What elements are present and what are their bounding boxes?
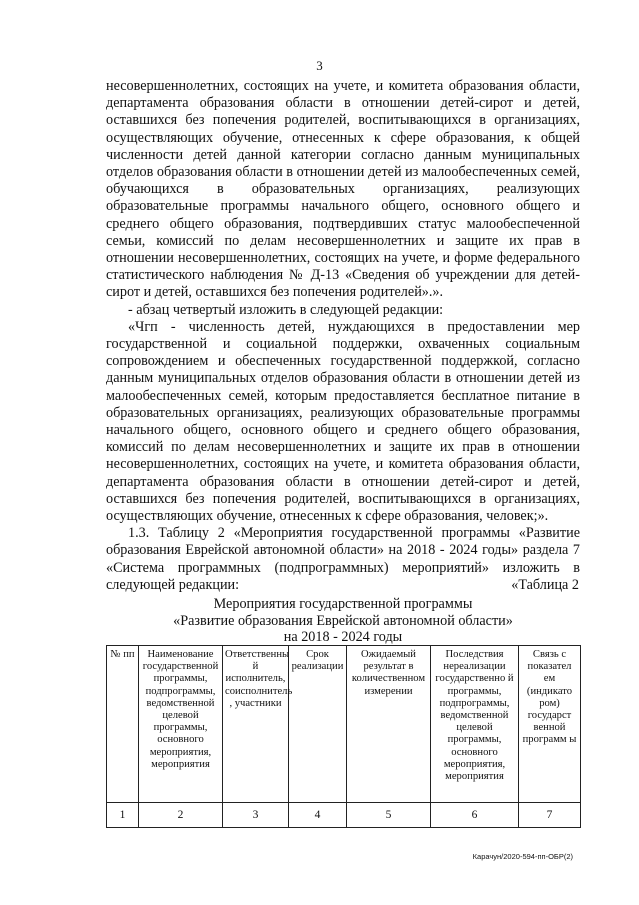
table-index-cell: 2 xyxy=(139,803,223,828)
footer-reference: Карачун/2020-594-пп-ОБР(2) xyxy=(472,852,573,861)
table-header-cell: Наименование государственной программы, подпрограммы, ведомственной целевой программы, основного мероприятия, мероприятия xyxy=(139,646,223,803)
table-index-cell: 3 xyxy=(223,803,289,828)
table-title-line: «Развитие образования Еврейской автономной области» xyxy=(173,612,513,629)
programs-table xyxy=(106,645,581,828)
page-number: 3 xyxy=(316,58,323,73)
table-header-cell: Последствия нереализации государственно й программы, подпрограммы, ведомственной целевой программы, основного мероприятия, мероприятия xyxy=(431,646,519,803)
table-header-cell: Ответственны й исполнитель, соисполнитель , участники xyxy=(223,646,289,803)
table-header-cell: Ожидаемый результат в количественном измерении xyxy=(347,646,431,803)
paragraph-section-1-3: 1.3. Таблицу 2 «Мероприятия государственной программы «Развитие образования Еврейской автономной области» на 2018 - 2024 годы» раздела 7 «Система программных (подпрограммных) мероприятий» изложить в следующей редакции: xyxy=(106,525,580,593)
table-index-row xyxy=(107,803,581,828)
table-index-cell: 7 xyxy=(519,803,581,828)
paragraph-instruction: - абзац четвертый изложить в следующей редакции: xyxy=(128,301,444,318)
table-title-line: Мероприятия государственной программы xyxy=(213,596,473,612)
table-header-cell: Срок реализации xyxy=(289,646,347,803)
paragraph-quote: «Чгп - численность детей, нуждающихся в предоставлении мер государственной и социальной поддержки, охваченных социальным сопровождением и обеспеченных государственной поддержкой, согласно данным муниципальных отделов образования области в отношении детей из малообеспеченных семей, которым предоставляется бесплатное питание в образовательных организациях, реализующих образовательные программы начального общего, основного общего и среднего общего образования, комиссий по делам несовершеннолетних и защите их прав в отношении несовершеннолетних, состоящих на учете, и комитета образования области, департамента образования области в отношении детей-сирот и детей, оставшихся без попечения родителей, воспитывающихся в организациях, осуществляющих обучение, отнесенных к сфере образования, человек;». xyxy=(106,318,580,525)
table-label: «Таблица 2 xyxy=(511,577,579,593)
body-text xyxy=(106,78,580,594)
table-header-row xyxy=(107,646,581,803)
table-title-line: на 2018 - 2024 годы xyxy=(283,629,403,645)
paragraph-continuation: несовершеннолетних, состоящих на учете, и комитета образования области, департамента образования области в отношении детей-сирот и детей, оставшихся без попечения родителей, воспитывающихся в организациях, осуществляющих обучение, отнесенных к сфере образования, к общей численности детей данной категории согласно данным муниципальных отделов образования области в отношении детей из малообеспеченных семей, обучающихся в образовательных организациях, реализующих образовательные программы начального общего, основного общего и среднего общего образования, подтвердивших статус малообеспеченной семьи, комиссий по делам несовершеннолетних и защите их прав в отношении несовершеннолетних, состоящих на учете, и форме федерального статистического наблюдения № Д-13 «Сведения об учреждении для детей-сирот и детей, оставшихся без попечения родителей».». xyxy=(106,78,580,301)
table-index-cell: 5 xyxy=(347,803,431,828)
table-index-cell: 1 xyxy=(107,803,139,828)
table-header-cell: № пп xyxy=(107,646,139,803)
table-header-cell: Связь с показател ем (индикато ром) государст венной программ ы xyxy=(519,646,581,803)
table-title xyxy=(106,596,580,646)
table-index-cell: 6 xyxy=(431,803,519,828)
table-index-cell: 4 xyxy=(289,803,347,828)
